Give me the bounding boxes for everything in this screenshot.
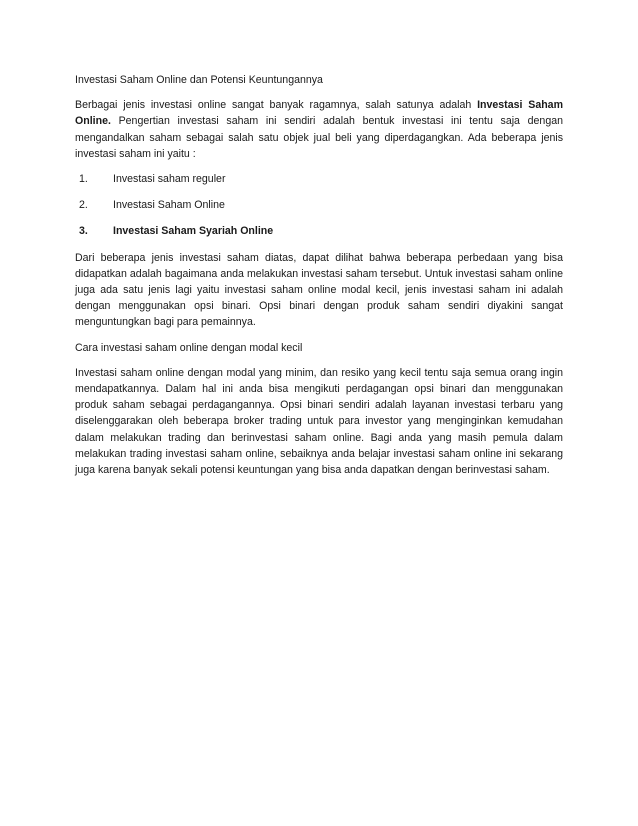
list-item — [75, 223, 563, 239]
section-subtitle: Cara investasi saham online dengan modal kecil — [75, 341, 303, 354]
list-item-number: 2. — [79, 199, 88, 212]
investment-type-list — [75, 171, 563, 240]
list-item-number: 3. — [79, 225, 88, 238]
body-paragraph-2: Dari beberapa jenis investasi saham diatas, dapat dilihat bahwa beberapa perbedaan yang bisa didapatkan adalah bagaimana anda melakukan investasi saham tersebut. Untuk investasi saham online juga ada satu jenis lagi yaitu investasi saham online modal kecil, jenis investasi saham ini adalah dengan menggunakan opsi binari. Opsi binari dengan produk saham sendiri diyakini sangat menguntungkan bagi para pemainnya. — [75, 251, 563, 329]
list-item-number: 1. — [79, 173, 88, 186]
list-item — [75, 197, 563, 213]
intro-text-start: Berbagai jenis investasi online sangat banyak ragamnya, salah satunya adalah — [75, 99, 478, 112]
document-body — [75, 72, 563, 487]
intro-text-end: Pengertian investasi saham ini sendiri adalah bentuk investasi ini tentu saja dengan mengandalkan saham sebagai salah satu objek jual beli yang diperdagangkan. Ada beberapa jenis investasi saham ini yaitu : — [75, 115, 563, 160]
list-item-text: Investasi Saham Syariah Online — [113, 225, 274, 238]
list-item-text: Investasi Saham Online — [113, 199, 225, 212]
intro-bold-phrase: Investasi Saham Online. — [75, 99, 563, 128]
list-item-text: Investasi saham reguler — [113, 173, 226, 186]
document-title: Investasi Saham Online dan Potensi Keuntungannya — [75, 74, 323, 86]
list-item — [75, 171, 563, 187]
intro-paragraph — [75, 97, 563, 162]
body-paragraph-3: Investasi saham online dengan modal yang minim, dan resiko yang kecil tentu saja semua orang ingin mendapatkannya. Dalam hal ini anda bisa mengikuti perdagangan opsi binari dan menggunakan produk saham sebagai perdagangannya. Opsi binari sendiri adalah layanan investasi terbaru yang diselenggarakan oleh beberapa broker trading untuk para investor yang menginginkan kemudahan dalam melakukan trading dan berinvestasi saham online. Bagi anda yang masih pemula dalam melakukan trading investasi saham online, sebaiknya anda belajar investasi saham online ini sekarang juga karena banyak sekali potensi keuntungan yang bisa anda dapatkan dengan berinvestasi saham. — [75, 366, 563, 477]
